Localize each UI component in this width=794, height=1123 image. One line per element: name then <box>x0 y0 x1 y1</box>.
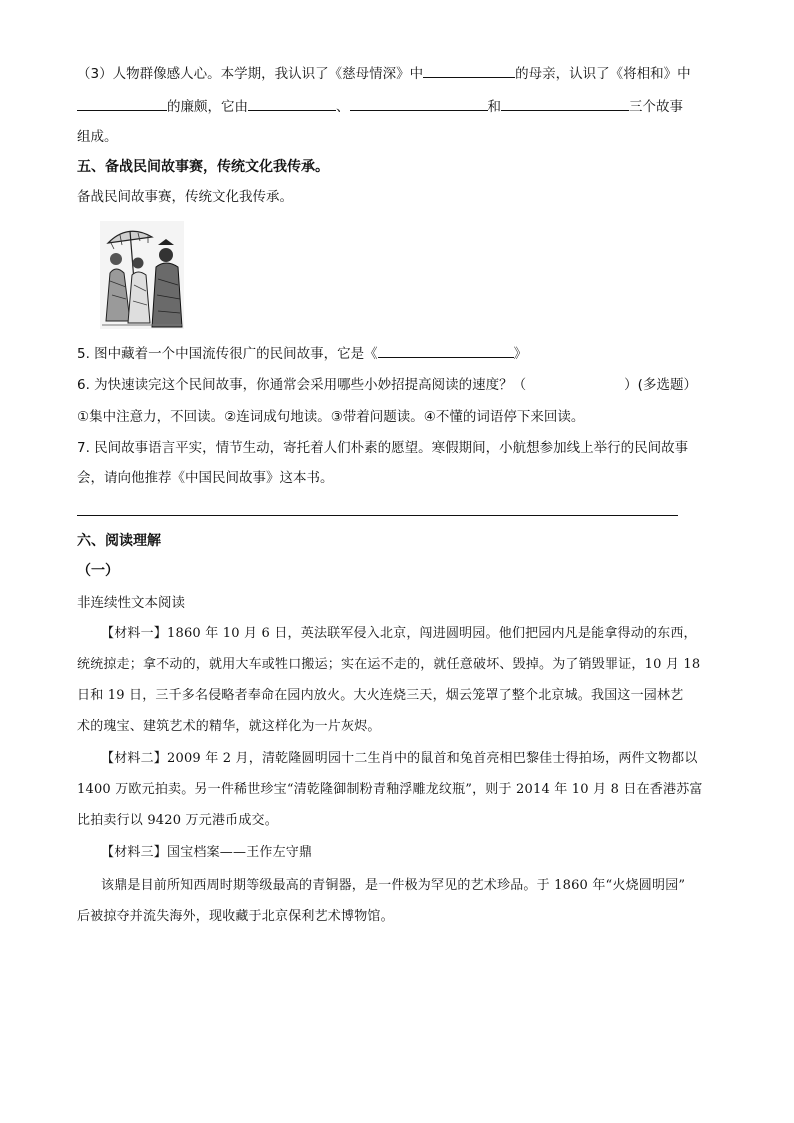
blank-story-3[interactable] <box>501 96 629 111</box>
q5-text: 5. 图中藏着一个中国流传很广的民间故事，它是《 <box>77 346 378 362</box>
q7-line2: 会，请向他推荐《中国民间故事》这本书。 <box>77 470 334 486</box>
material3-title: 【材料三】国宝档案——王作左守鼎 <box>101 845 313 860</box>
q5-line <box>77 343 527 364</box>
section5-heading: 五、备战民间故事赛，传统文化我传承。 <box>77 159 329 175</box>
blank-story-1[interactable] <box>248 96 336 111</box>
figure-mid-body <box>128 272 150 323</box>
figure-mid-head <box>133 258 144 269</box>
q6-line <box>77 375 697 395</box>
material1-line2: 统统掠走；拿不动的，就用大车或牲口搬运；实在运不走的，就任意破坏、毁掉。为了销毁罪证，10 月 18 <box>77 657 701 672</box>
material2-line1: 【材料二】2009 年 2 月，清乾隆圆明园十二生肖中的鼠首和兔首亮相巴黎佳士得拍场，两件文物都以 <box>101 751 698 766</box>
q3-line2 <box>77 96 683 117</box>
q3-sep: 、 <box>336 99 350 115</box>
folk-story-illustration <box>100 221 184 329</box>
q6-options: ①集中注意力，不回读。②连词成句地读。③带着问题读。④不懂的词语停下来回读。 <box>77 409 585 425</box>
q3-and: 和 <box>487 99 501 115</box>
section5-subheading: 备战民间故事赛，传统文化我传承。 <box>77 189 293 205</box>
figure-left-head <box>110 253 122 265</box>
material3-line1: 该鼎是目前所知西周时期等级最高的青铜器，是一件极为罕见的艺术珍品。于 1860 年“火烧圆明园” <box>101 878 686 893</box>
material2-line2: 1400 万欧元拍卖。另一件稀世珍宝“清乾隆御制粉青釉浮雕龙纹瓶”，则于 2014 年 10 月 8 日在香港苏富 <box>77 782 703 797</box>
q7-answer-line[interactable] <box>77 515 678 516</box>
blank-mother[interactable] <box>423 63 515 78</box>
q7-line1: 7. 民间故事语言平实，情节生动，寄托着人们朴素的愿望。寒假期间，小航想参加线上举行的民间故事 <box>77 440 689 456</box>
material1-line1: 【材料一】1860 年 10 月 6 日，英法联军侵入北京，闯进圆明园。他们把园内凡是能拿得动的东西， <box>101 626 697 641</box>
q5-suffix: 》 <box>513 346 528 362</box>
q6-suffix: ）(多选题） <box>624 377 697 393</box>
section6-sub: （一） <box>77 563 119 579</box>
material1-line4: 术的瑰宝、建筑艺术的精华，就这样化为一片灰烬。 <box>77 719 381 734</box>
q3-text-mid: 的母亲，认识了《将相和》中 <box>515 66 691 82</box>
material1-line3: 日和 19 日，三千多名侵略者奉命在园内放火。大火连烧三天，烟云笼罩了整个北京城。我国这一园林艺 <box>77 688 684 703</box>
material2-line3: 比拍卖行以 9420 万元港币成交。 <box>77 813 278 828</box>
figure-right-body <box>152 263 182 327</box>
q6-text: 6. 为快速读完这个民间故事，你通常会采用哪些小妙招提高阅读的速度？（ <box>77 377 527 393</box>
q3-suffix: 三个故事 <box>629 99 683 115</box>
q3-text: （3）人物群像感人心。本学期，我认识了《慈母情深》中 <box>77 66 424 82</box>
blank-folk-story-name[interactable] <box>378 343 514 358</box>
blank-lianpo[interactable] <box>77 96 167 111</box>
section6-heading: 六、阅读理解 <box>77 533 161 549</box>
q3-line1 <box>77 63 691 84</box>
q3-line3: 组成。 <box>77 129 118 145</box>
section6-type: 非连续性文本阅读 <box>77 595 185 611</box>
q3-text-lianpo: 的廉颇，它由 <box>167 99 248 115</box>
figure-right-head <box>159 248 173 262</box>
blank-story-2[interactable] <box>350 96 488 111</box>
material3-line2: 后被掠夺并流失海外，现收藏于北京保利艺术博物馆。 <box>77 909 394 924</box>
